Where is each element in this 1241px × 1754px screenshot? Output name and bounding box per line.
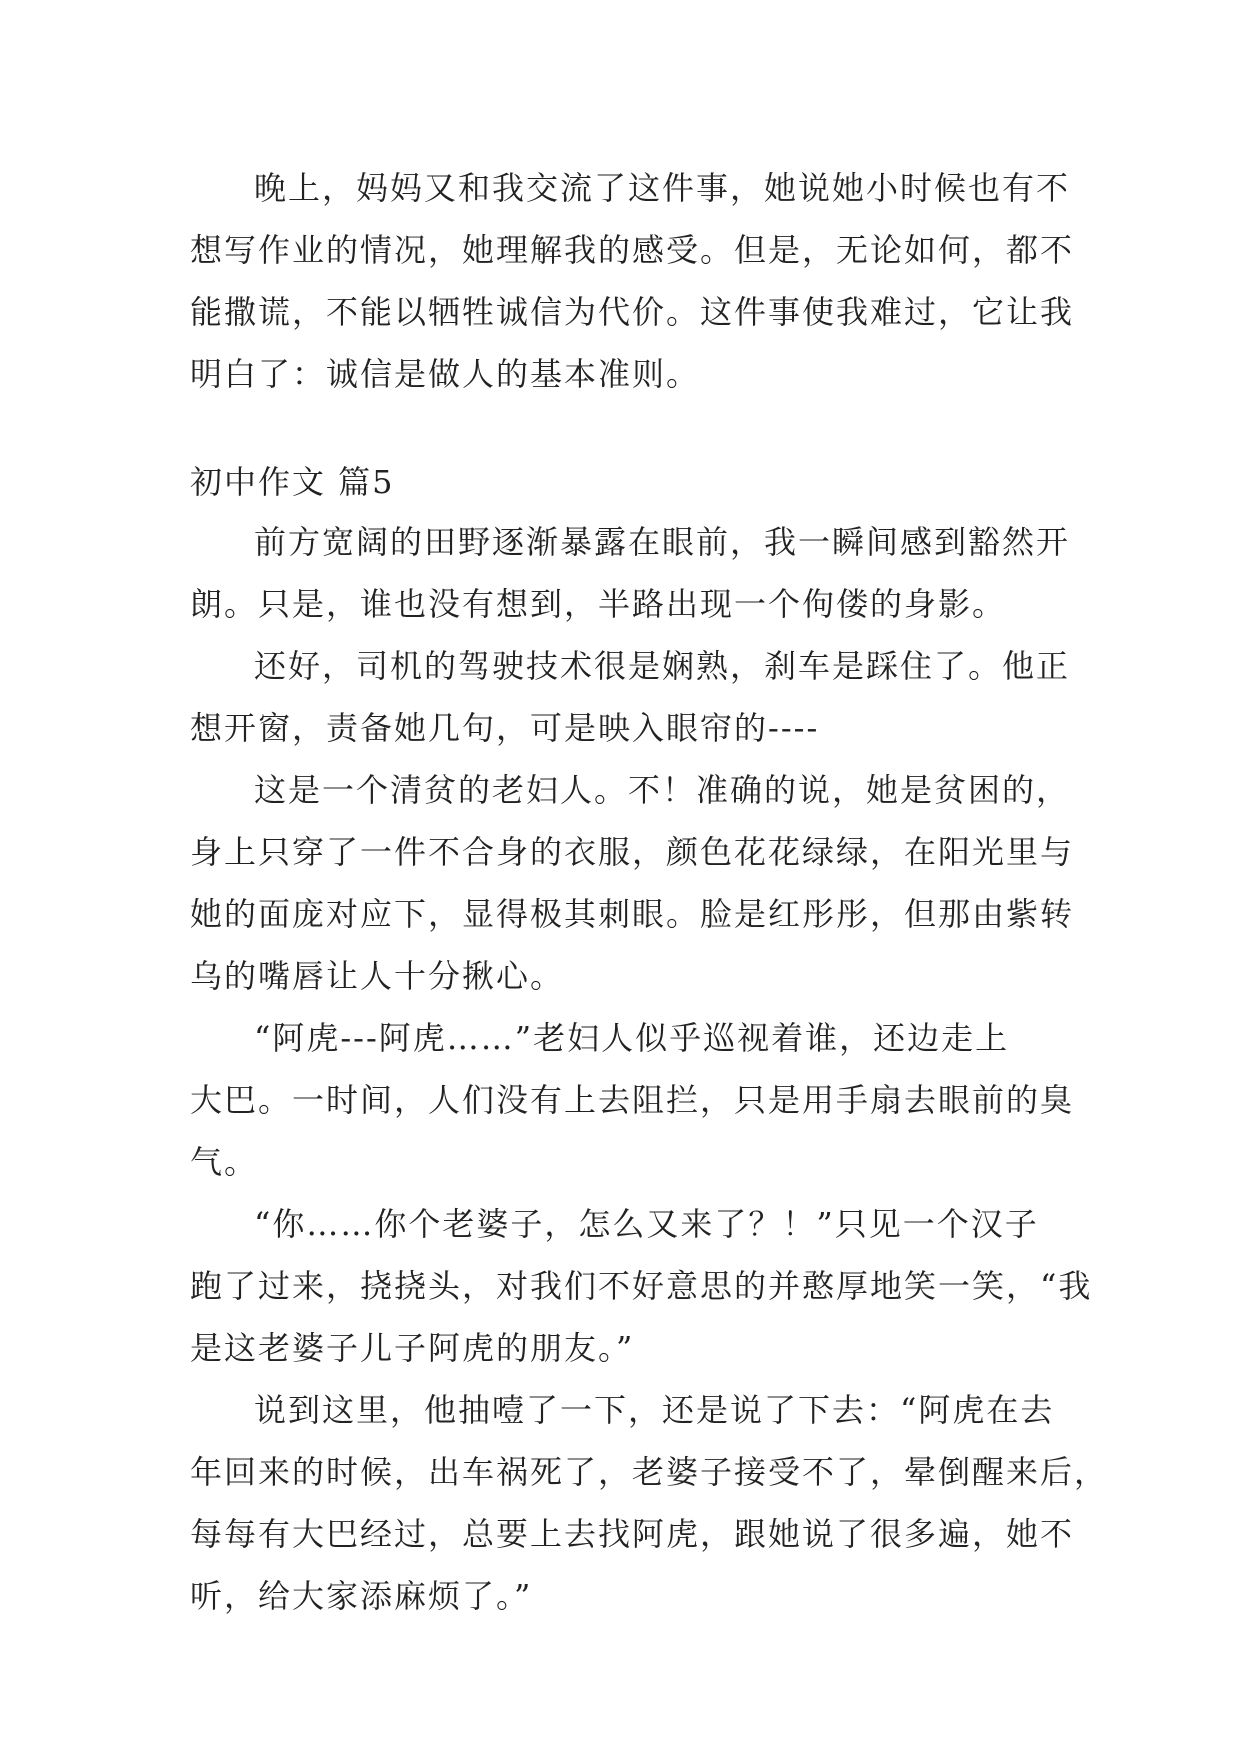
paragraph-7-line-3: 每每有大巴经过，总要上去找阿虎，跟她说了很多遍，她不 bbox=[190, 1515, 1075, 1553]
paragraph-4-line-4: 乌的嘴唇让人十分揪心。 bbox=[190, 957, 565, 995]
paragraph-1-line-1: 晚上，妈妈又和我交流了这件事，她说她小时候也有不 bbox=[254, 169, 1071, 207]
paragraph-1-line-3: 能撒谎，不能以牺牲诚信为代价。这件事使我难过，它让我 bbox=[190, 293, 1075, 331]
paragraph-6-line-3: 是这老婆子儿子阿虎的朋友。” bbox=[190, 1329, 635, 1367]
paragraph-6-line-2: 跑了过来，挠挠头，对我们不好意思的并憨厚地笑一笑，“我 bbox=[190, 1267, 1093, 1305]
paragraph-7-line-4: 听，给大家添麻烦了。” bbox=[190, 1577, 533, 1615]
paragraph-3-line-1: 还好，司机的驾驶技术很是娴熟，刹车是踩住了。他正 bbox=[254, 647, 1071, 685]
paragraph-1-line-2: 想写作业的情况，她理解我的感受。但是，无论如何，都不 bbox=[190, 231, 1075, 269]
paragraph-7-line-2: 年回来的时候，出车祸死了，老婆子接受不了，晕倒醒来后， bbox=[190, 1453, 1109, 1491]
paragraph-2-line-2: 朗。只是，谁也没有想到，半路出现一个佝偻的身影。 bbox=[190, 585, 1007, 623]
paragraph-5-line-1: “阿虎---阿虎……”老妇人似乎巡视着谁，还边走上 bbox=[254, 1019, 1010, 1057]
paragraph-2-line-1: 前方宽阔的田野逐渐暴露在眼前，我一瞬间感到豁然开 bbox=[254, 523, 1071, 561]
paragraph-4-line-3: 她的面庞对应下，显得极其刺眼。脸是红彤彤，但那由紫转 bbox=[190, 895, 1075, 933]
paragraph-1-line-4: 明白了：诚信是做人的基本准则。 bbox=[190, 355, 701, 393]
paragraph-5-line-3: 气。 bbox=[190, 1143, 259, 1181]
paragraph-5-line-2: 大巴。一时间，人们没有上去阻拦，只是用手扇去眼前的臭 bbox=[190, 1081, 1075, 1119]
section-title: 初中作文 篇5 bbox=[190, 463, 395, 501]
paragraph-7-line-1: 说到这里，他抽噎了一下，还是说了下去：“阿虎在去 bbox=[254, 1391, 1055, 1429]
paragraph-4-line-2: 身上只穿了一件不合身的衣服，颜色花花绿绿，在阳光里与 bbox=[190, 833, 1075, 871]
paragraph-4-line-1: 这是一个清贫的老妇人。不！准确的说，她是贫困的， bbox=[254, 771, 1071, 809]
paragraph-3-line-2: 想开窗，责备她几句，可是映入眼帘的---- bbox=[190, 709, 820, 747]
paragraph-6-line-1: “你……你个老婆子，怎么又来了？！”只见一个汉子 bbox=[254, 1205, 1039, 1243]
